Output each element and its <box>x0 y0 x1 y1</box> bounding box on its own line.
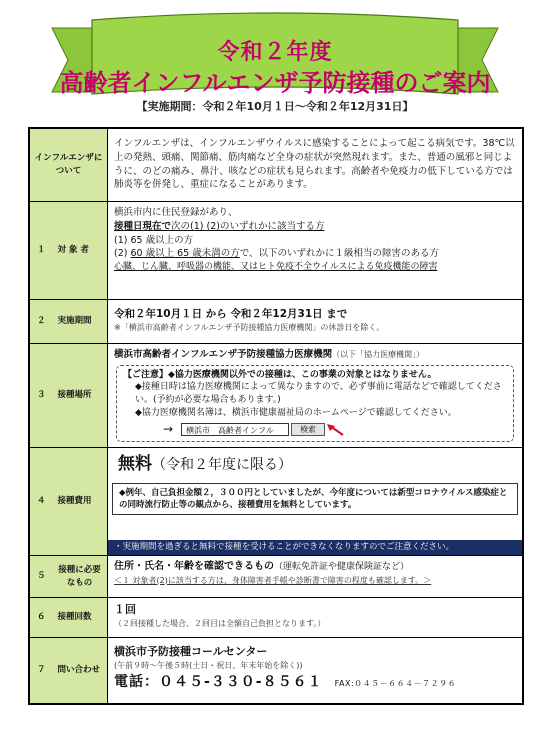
period-note: ※「横浜市高齢者インフルエンザ予防接種協力医療機関」の休診日を除く。 <box>114 323 385 333</box>
bring-content <box>108 556 522 597</box>
info-table <box>28 127 524 705</box>
title-line2: 高齢者インフルエンザ予防接種のご案内 <box>59 69 491 97</box>
caution-bullet1: ◆接種日時は協力医療機関によって異なりますので、必ず事前に電話などで確認してください。(予約が必要な場合もあります。) <box>135 382 502 405</box>
caution-box <box>116 365 514 442</box>
arrow-right-icon: → <box>163 422 174 437</box>
search-button[interactable]: 検索 <box>291 423 325 436</box>
row-period <box>30 299 522 343</box>
place-title: 横浜市高齢者インフルエンザ予防接種協力医療機関（以下「協力医療機関」） <box>114 349 425 360</box>
row-bring <box>30 555 522 597</box>
bring-main: 住所・氏名・年齢を確認できるもの（運転免許証や健康保険証など） <box>114 561 410 572</box>
fee-warning-bar: ・実施期間を過ぎると無料で接種を受けることができなくなりますのでご注意ください。 <box>108 540 522 555</box>
label-target: １ 対 象 者 <box>30 202 108 299</box>
influenza-text: インフルエンザは、インフルエンザウイルスに感染することによって起こる病気です。38℃以上の発熱、頭痛、関節痛、筋肉痛など全身の症状が突然現れます。また、普通の風邪と同じように、のどの痛み、鼻汁、咳などの症状も見られます。高齢者や免疫力の低下している方では肺炎等を併発し、重症になることがあります。 <box>114 138 515 191</box>
cursor-arrow-icon <box>325 423 345 437</box>
count-main: １回 <box>114 603 136 616</box>
label-period: ２ 実施期間 <box>30 300 108 343</box>
target-line2: 接種日現在で次の(1) (2)のいずれかに該当する方 <box>114 220 325 232</box>
target-line1: 横浜市内に住民登録があり、 <box>114 207 238 218</box>
target-content <box>108 202 522 299</box>
fee-free: 無料（令和２年度に限る） <box>118 454 292 474</box>
contact-tel: 電話：０４５-３３０-８５６１ <box>114 673 323 690</box>
row-fee <box>30 447 522 555</box>
row-influenza <box>30 129 522 201</box>
label-place: ３ 接種場所 <box>30 344 108 447</box>
fee-content <box>108 448 522 555</box>
period-content <box>108 300 522 343</box>
contact-content <box>108 638 522 703</box>
label-bring: ５ 接種に必要なもの <box>30 556 108 597</box>
label-fee: ４ 接種費用 <box>30 448 108 555</box>
row-target <box>30 201 522 299</box>
target-item1: (1) 65 歳以上の方 <box>114 234 194 246</box>
search-example <box>123 421 507 438</box>
caution-text: 【ご注意】◆協力医療機関以外での接種は、この事業の対象とはなりません。 <box>123 369 437 380</box>
period-main: 令和２年10月１日 から 令和２年12月31日 まで <box>114 308 348 320</box>
count-note: （２回接種した場合、２回目は全額自己負担となります。） <box>114 618 326 628</box>
target-item2: (2) 60 歳以上 65 歳未満の方で、以下のいずれかに１級相当の障害のある方 <box>114 248 440 260</box>
fee-note-box: ◆例年、自己負担金額２，３００円としていましたが、今年度については新型コロナウイルス感染症との同時流行防止等の観点から、接種費用を無料としています。 <box>112 483 518 516</box>
caution-bullet2: ◆協力医療機関名簿は、横浜市健康福祉局のホームページで確認してください。 <box>135 407 457 418</box>
title-line1: 令和２年度 <box>217 40 333 65</box>
row-place <box>30 343 522 447</box>
header-banner <box>0 0 550 120</box>
row-count <box>30 597 522 637</box>
label-count: ６ 接種回数 <box>30 598 108 637</box>
search-input[interactable]: 横浜市 高齢者インフル <box>181 423 289 436</box>
contact-hours: (午前９時～午後５時(土日・祝日、年末年始を除く)) <box>114 660 303 670</box>
contact-phone-line <box>114 672 516 692</box>
target-item3: 心臓、じん臓、呼吸器の機能、又はヒト免疫不全ウイルスによる免疫機能の障害 <box>114 262 438 273</box>
place-content <box>108 344 522 447</box>
label-contact: ７ 問い合わせ <box>30 638 108 703</box>
contact-fax: FAX:０４５－６６４－７２９６ <box>334 678 457 688</box>
period-banner: 【実施期間：令和２年10月１日～令和２年12月31日】 <box>136 100 414 113</box>
label-influenza: インフルエンザについて <box>30 129 108 201</box>
row-contact <box>30 637 522 703</box>
contact-name: 横浜市予防接種コールセンター <box>114 645 268 658</box>
count-content <box>108 598 522 637</box>
bring-note: ＜１ 対象者(2)に該当する方は、身体障害者手帳や診断書で障害の程度も確認します。＞ <box>114 575 432 585</box>
